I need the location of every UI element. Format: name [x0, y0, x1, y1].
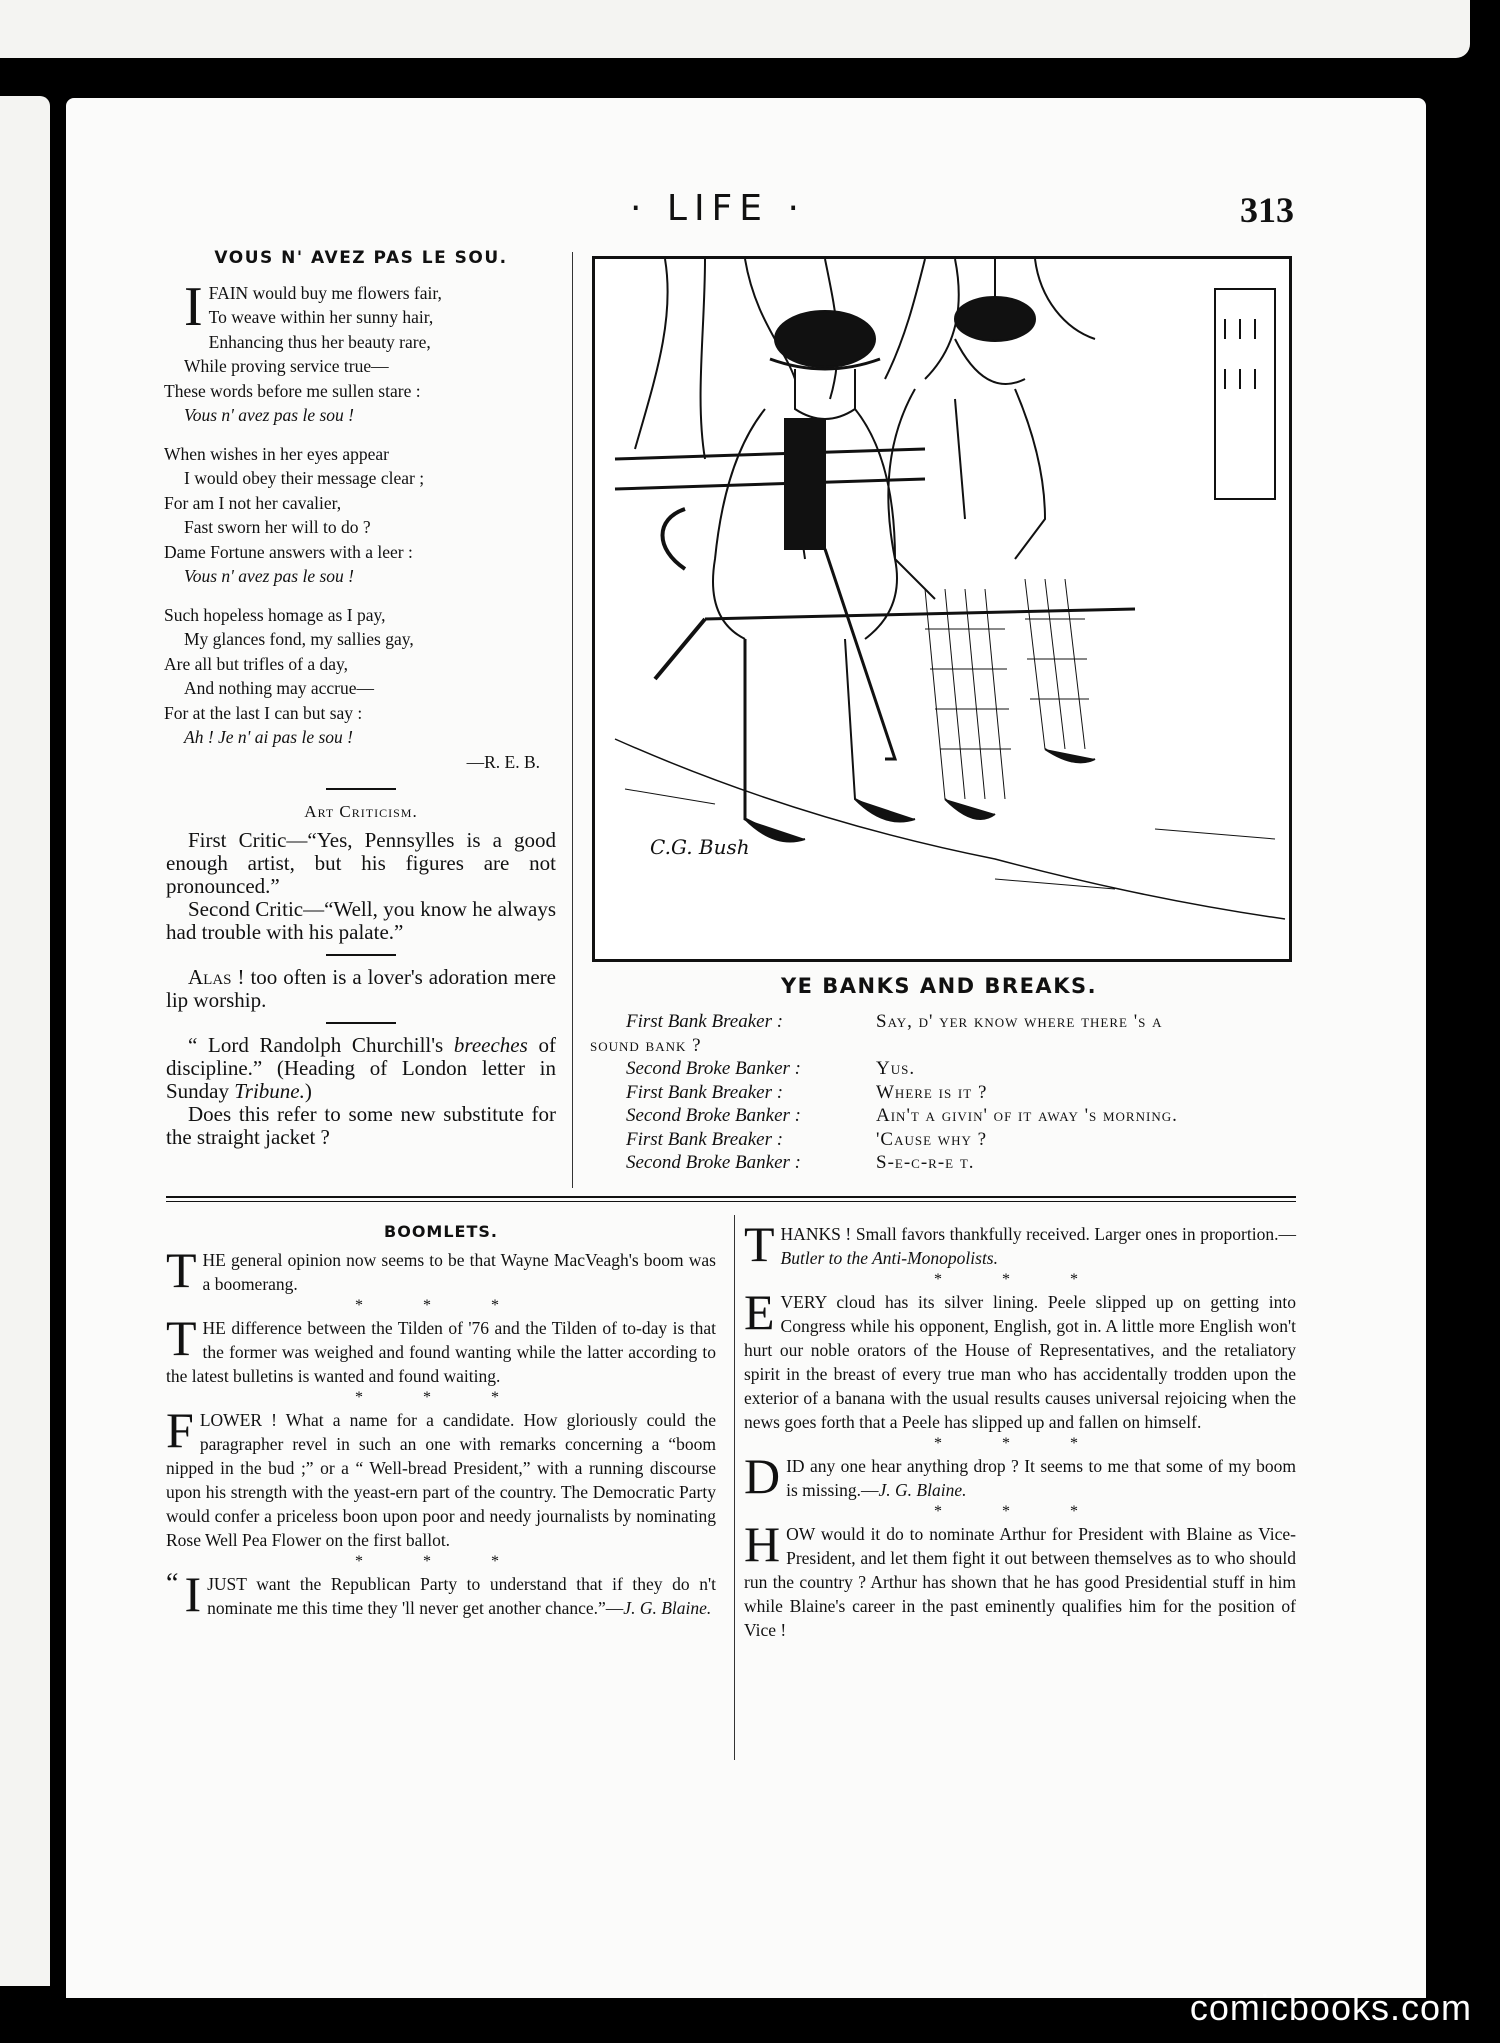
boomlet-text: VERY cloud has its silver lining. Peele slipped up on getting into Congress while his opponent, English, got in. A little more English won't hurt our noble orators of the House of Representatives, and the retaliatory spirit in the breast of every true man who has accidentally trodden upon the exterior of a banana with the usual results causes universal rejoicing when the news goes forth that a Peele has slipped up and fallen on himself.	[744, 1292, 1296, 1432]
column-divider	[572, 252, 573, 1188]
poem-line: Enhancing thus her beauty rare,	[208, 331, 431, 352]
cartoon-illustration	[592, 256, 1292, 962]
poem-line: When wishes in her eyes appear	[164, 443, 389, 464]
boomlet-item	[744, 1448, 1296, 1504]
open-quote: “	[166, 1568, 179, 1599]
churchill-text: “ Lord Randolph Churchill's	[188, 1033, 454, 1057]
tree-trunk	[635, 259, 668, 449]
left-leg	[745, 639, 785, 839]
dialogue-line	[590, 1104, 1300, 1128]
attribution: J. G. Blaine.	[878, 1480, 967, 1500]
speech: Say, d' yer know where there 's a	[876, 1011, 1163, 1032]
boomlets-left-column	[166, 1214, 716, 1620]
speech: 'Cause why ?	[876, 1128, 988, 1150]
dialogue-line	[590, 1034, 1300, 1058]
churchill-paragraph	[166, 1034, 556, 1149]
speaker: First Bank Breaker :	[626, 1081, 784, 1103]
poem-line: And nothing may accrue—	[184, 678, 375, 698]
bench-arm	[663, 509, 686, 569]
poem-line: These words before me sullen stare :	[164, 380, 421, 401]
poem-title: VOUS N' AVEZ PAS LE SOU.	[214, 248, 508, 268]
divider-rule	[326, 1022, 396, 1024]
alas-paragraph	[166, 966, 556, 1012]
page-number: 313	[1240, 190, 1294, 230]
bench-seat	[705, 609, 1135, 619]
previous-page-edge	[0, 0, 1470, 58]
star-divider: * * *	[355, 1553, 527, 1570]
poem-refrain: Ah ! Je n' ai pas le sou !	[184, 727, 353, 747]
boomlet-text: OW would it do to nominate Arthur for President with Blaine as Vice-President, and let them fight it out between themselves as to who should run the country ? Arthur has shown that he has good Presidential stuff in him while Blaine's career in the past eminently qualifies him for the position of Vice !	[744, 1524, 1296, 1640]
cartoon-dialogue	[590, 1010, 1300, 1175]
drop-cap: I	[184, 275, 203, 338]
poem-line: I would obey their message clear ;	[184, 468, 425, 488]
speech: Yus.	[876, 1058, 916, 1079]
boomlet-text: ID any one hear anything drop ? It seems to me that some of my boom is missing.—	[786, 1456, 1296, 1500]
dialogue-line	[590, 1128, 1300, 1152]
divider-rule	[326, 788, 396, 790]
poem-line: While proving service true—	[184, 356, 389, 376]
speech: S-e-c-r-e t.	[876, 1152, 975, 1173]
dialogue-line	[590, 1010, 1300, 1034]
poem-signature: —R. E. B.	[466, 751, 540, 772]
cane	[825, 549, 895, 759]
churchill-quote	[166, 1034, 556, 1103]
speaker: Second Broke Banker :	[626, 1105, 801, 1126]
boomlet-text: LOWER ! What a name for a candidate. How gloriously could the paragrapher revel in such an one with remarks concerning a “boom nipped in the bud ;” or a “ Well-bread President,” with a running discourse upon his strength with the yeast-ern part of the country. The Democratic Party would confer a priceless boon upon poor and needy journalists by nominating Rose Well Pea Flower on the first ballot.	[166, 1410, 716, 1550]
column-divider	[734, 1215, 735, 1760]
speech: Ain't a givin' of it away 's morning.	[876, 1105, 1178, 1126]
boomlets-right-column	[744, 1216, 1296, 1642]
speaker: Second Broke Banker :	[626, 1058, 801, 1079]
poem-line: For am I not her cavalier,	[164, 492, 342, 513]
masthead: · LIFE ·	[630, 188, 806, 229]
jacket	[888, 389, 935, 599]
churchill-text: of discipline.” (Heading of London letter in Sunday	[166, 1033, 556, 1103]
left-column	[166, 246, 556, 1149]
churchill-text: )	[304, 1079, 312, 1103]
poem-line: My glances fond, my sallies gay,	[184, 629, 414, 649]
cartoon-caption-title: YE BANKS AND BREAKS.	[780, 974, 1098, 998]
boomlet-item	[744, 1216, 1296, 1272]
boomlet-text: HE general opinion now seems to be that Wayne MacVeagh's boom was a boomerang.	[202, 1250, 716, 1294]
boomlet-text: JUST want the Republican Party to understand that if they do n't nominate me this time they 'll never get another chance.”—	[207, 1574, 716, 1618]
drop-cap: D	[744, 1448, 781, 1504]
cap-hat	[955, 297, 1035, 341]
facing-page-edge	[0, 96, 50, 1986]
speaker: First Bank Breaker :	[626, 1011, 784, 1032]
dialogue-line	[590, 1081, 1300, 1105]
divider-rule	[326, 954, 396, 956]
attribution: Butler to the Anti-Monopolists.	[780, 1248, 998, 1268]
drop-cap: F	[166, 1402, 194, 1458]
speaker: Second Broke Banker :	[626, 1152, 801, 1173]
bowler-hat	[775, 311, 875, 367]
boomlet-item	[166, 1402, 716, 1552]
boomlet-text: HE difference between the Tilden of '76 and the Tilden of to-day is that the former was weighed and found wanting while the latter according to the latest bulletins is wanted and found waiting.	[166, 1318, 716, 1386]
poem-line: Fast sworn her will to do ?	[184, 517, 371, 537]
boomlet-item	[166, 1242, 716, 1298]
drop-cap: H	[744, 1516, 781, 1572]
artist-signature: C.G. Bush	[650, 835, 750, 859]
speech: Where is it ?	[876, 1081, 988, 1103]
poem-line: FAIN would buy me flowers fair,	[208, 282, 442, 303]
cartoon-drawing	[595, 259, 1289, 959]
drop-cap: T	[166, 1242, 197, 1298]
section-rule	[166, 1201, 1296, 1202]
speech: sound bank ?	[590, 1034, 702, 1056]
boomlet-item	[744, 1284, 1296, 1434]
star-divider: * * *	[934, 1435, 1106, 1452]
critic-one-line: First Critic—“Yes, Pennsylles is a good enough artist, but his figures are not pronounced.”	[166, 828, 556, 898]
poem-stanza-3	[164, 603, 556, 775]
coat	[713, 409, 765, 639]
boomlets-title: BOOMLETS.	[384, 1222, 498, 1241]
vest	[785, 419, 825, 549]
drop-cap: I	[184, 1566, 202, 1622]
drop-cap: T	[166, 1310, 197, 1366]
watermark: comicbooks.com	[1189, 1987, 1472, 2028]
drop-cap: T	[744, 1216, 775, 1272]
poem-line: Such hopeless homage as I pay,	[164, 604, 386, 625]
dialogue-line	[590, 1057, 1300, 1081]
drop-cap: E	[744, 1284, 775, 1340]
poem-line: For at the last I can but say :	[164, 702, 363, 723]
star-divider: * * *	[355, 1297, 527, 1314]
poem-stanza-2	[164, 442, 556, 589]
dialogue-line	[590, 1151, 1300, 1175]
alas-text: ! too often is a lover's adoration mere lip worship.	[166, 965, 556, 1012]
alas-lead: Alas	[188, 965, 232, 989]
speaker: First Bank Breaker :	[626, 1128, 784, 1150]
poem-line: Are all but trifles of a day,	[164, 653, 349, 674]
section-rule	[166, 1196, 1296, 1198]
boomlet-item	[166, 1310, 716, 1388]
churchill-tribune: Tribune.	[234, 1079, 305, 1103]
critic-two-line: Second Critic—“Well, you know he always had trouble with his palate.”	[166, 897, 556, 944]
attribution: J. G. Blaine.	[623, 1598, 712, 1618]
poem-refrain: Vous n' avez pas le sou !	[184, 405, 354, 425]
star-divider: * * *	[355, 1389, 527, 1406]
boomlet-item	[166, 1566, 716, 1622]
poem-refrain: Vous n' avez pas le sou !	[184, 566, 354, 586]
poem-stanza-1	[164, 275, 556, 428]
poem-line: To weave within her sunny hair,	[208, 307, 434, 327]
star-divider: * * *	[934, 1271, 1106, 1288]
art-criticism	[166, 800, 556, 944]
star-divider: * * *	[934, 1503, 1106, 1520]
boomlet-text: HANKS ! Small favors thankfully received. Larger ones in proportion.—	[780, 1224, 1296, 1244]
churchill-question: Does this refer to some new substitute for the straight jacket ?	[166, 1102, 556, 1149]
art-criticism-title: Art Criticism.	[304, 802, 418, 821]
boomlet-item	[744, 1516, 1296, 1642]
churchill-breeches: breeches	[453, 1033, 528, 1057]
poem-line: Dame Fortune answers with a leer :	[164, 541, 413, 562]
